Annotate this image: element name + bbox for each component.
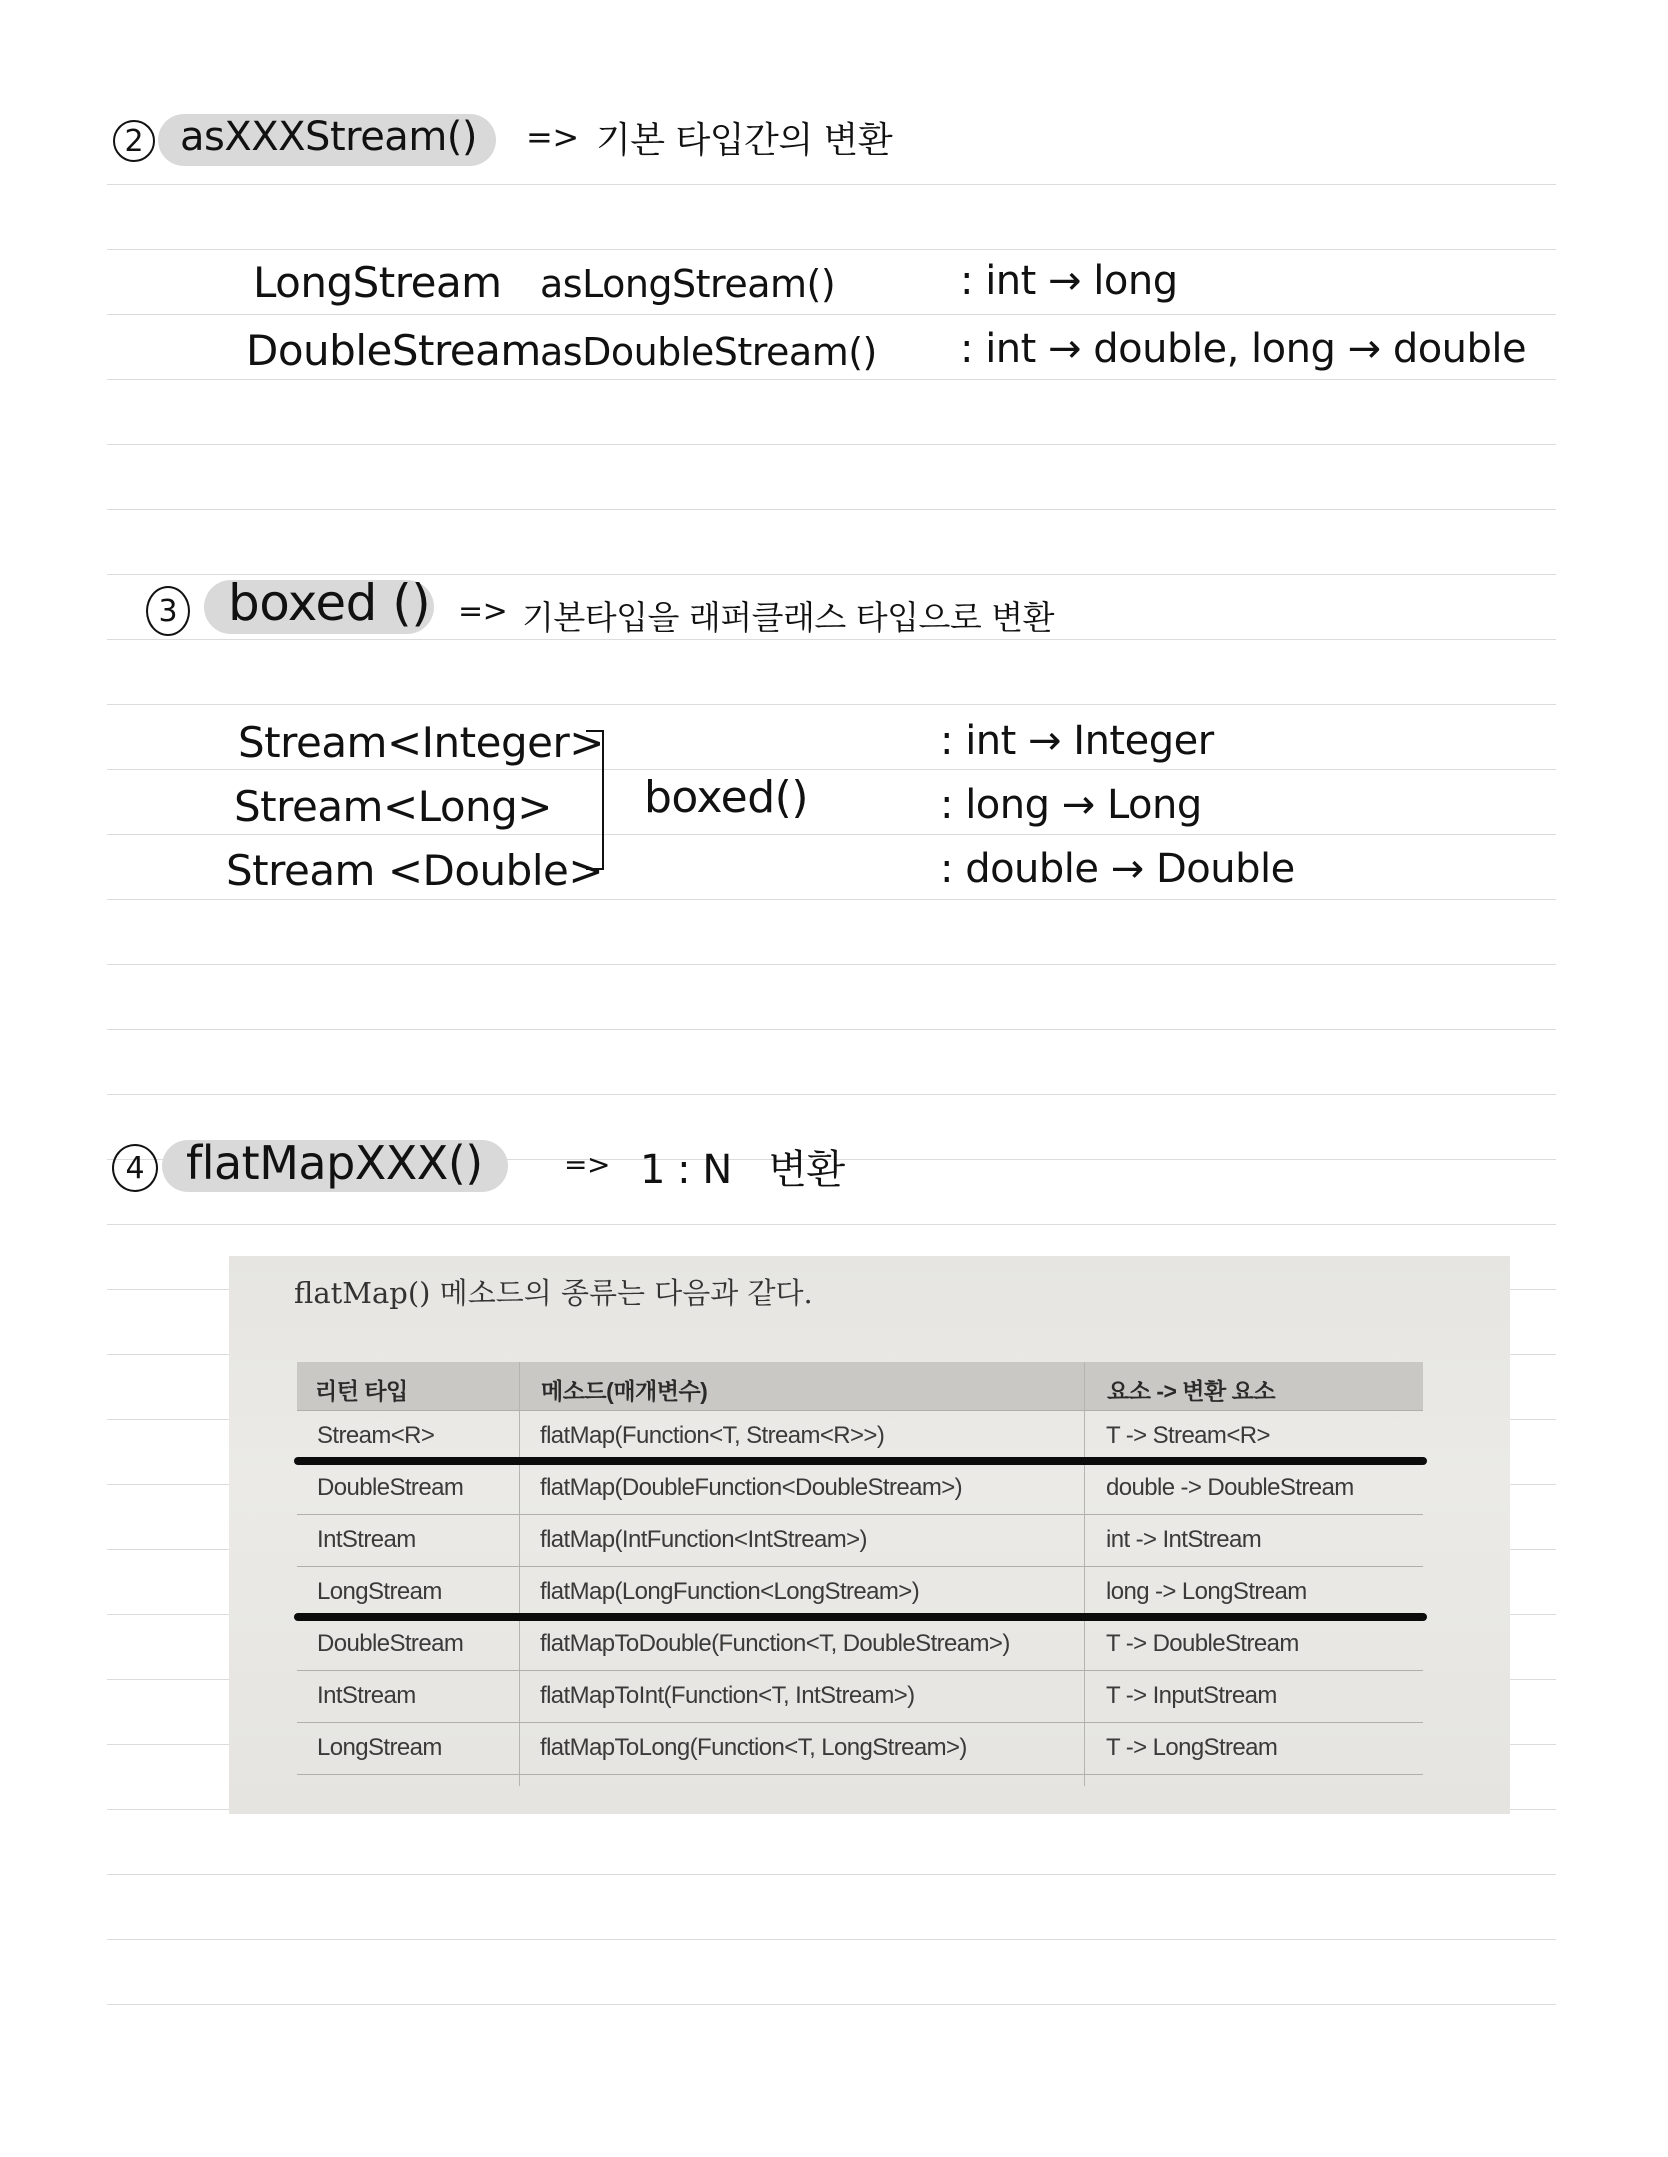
row-conversion: : int → double, long → double bbox=[960, 326, 1527, 372]
boxed-type: Stream <Double> bbox=[226, 846, 604, 895]
table-cell-method: flatMapToInt(Function<T, IntStream>) bbox=[540, 1682, 915, 1709]
boxed-type: Stream<Integer> bbox=[238, 718, 604, 767]
ruled-line bbox=[107, 1874, 1556, 1875]
table-row-divider bbox=[297, 1410, 1423, 1411]
ruled-line bbox=[107, 1029, 1556, 1030]
table-cell-method: flatMapToLong(Function<T, LongStream>) bbox=[540, 1734, 967, 1761]
marker-underline bbox=[294, 1613, 1427, 1621]
ruled-line bbox=[107, 769, 1556, 770]
row-type: LongStream bbox=[253, 258, 502, 307]
boxed-conversion: : double → Double bbox=[940, 846, 1295, 892]
bracket bbox=[586, 730, 604, 870]
section-description: 1 : N 변환 bbox=[640, 1147, 845, 1193]
row-conversion: : int → long bbox=[960, 258, 1178, 304]
arrow: => bbox=[526, 118, 579, 156]
section-number: 2 bbox=[113, 120, 155, 162]
table-cell-conversion: T -> Stream<R> bbox=[1106, 1422, 1270, 1449]
boxed-type: Stream<Long> bbox=[234, 782, 552, 831]
table-header-conversion: 요소 -> 변환 요소 bbox=[1107, 1378, 1276, 1404]
ruled-line bbox=[107, 509, 1556, 510]
table-cell-method: flatMap(Function<T, Stream<R>>) bbox=[540, 1422, 885, 1449]
table-row-divider bbox=[297, 1670, 1423, 1671]
table-cell-return-type: Stream<R> bbox=[317, 1422, 435, 1449]
ruled-line bbox=[107, 184, 1556, 185]
section-number: 4 bbox=[112, 1144, 158, 1192]
table-row-divider bbox=[297, 1514, 1423, 1515]
ruled-line bbox=[107, 444, 1556, 445]
ruled-line bbox=[107, 834, 1556, 835]
photo-caption: flatMap() 메소드의 종류는 다음과 같다. bbox=[294, 1276, 813, 1310]
section-description: 기본 타입간의 변환 bbox=[596, 120, 893, 161]
table-cell-method: flatMap(IntFunction<IntStream>) bbox=[540, 1526, 867, 1553]
table-cell-method: flatMap(LongFunction<LongStream>) bbox=[540, 1578, 920, 1605]
ruled-line bbox=[107, 704, 1556, 705]
table-cell-conversion: int -> IntStream bbox=[1106, 1526, 1262, 1553]
table-row-divider bbox=[297, 1566, 1423, 1567]
section-number: 3 bbox=[146, 586, 190, 636]
ruled-line bbox=[107, 964, 1556, 965]
section-method: boxed () bbox=[228, 574, 431, 632]
table-row-divider bbox=[297, 1722, 1423, 1723]
ruled-line bbox=[107, 379, 1556, 380]
table-cell-return-type: LongStream bbox=[317, 1734, 442, 1761]
boxed-conversion: : long → Long bbox=[940, 782, 1202, 828]
ruled-line bbox=[107, 2004, 1556, 2005]
section-method: flatMapXXX() bbox=[186, 1136, 483, 1190]
table-cell-conversion: T -> LongStream bbox=[1106, 1734, 1278, 1761]
row-type: DoubleStream bbox=[246, 326, 541, 375]
arrow: => bbox=[564, 1148, 610, 1181]
ruled-line bbox=[107, 639, 1556, 640]
table-cell-conversion: T -> DoubleStream bbox=[1106, 1630, 1299, 1657]
table-cell-method: flatMap(DoubleFunction<DoubleStream>) bbox=[540, 1474, 963, 1501]
ruled-line bbox=[107, 1224, 1556, 1225]
table-cell-conversion: long -> LongStream bbox=[1106, 1578, 1307, 1605]
table-header-method: 메소드(매개변수) bbox=[541, 1378, 708, 1404]
marker-underline bbox=[294, 1457, 1427, 1465]
ruled-line bbox=[107, 249, 1556, 250]
table-cell-return-type: DoubleStream bbox=[317, 1474, 464, 1501]
table-row-divider bbox=[297, 1774, 1423, 1775]
arrow: => bbox=[458, 594, 508, 629]
table-cell-conversion: T -> InputStream bbox=[1106, 1682, 1277, 1709]
ruled-line bbox=[107, 899, 1556, 900]
row-method: asLongStream() bbox=[540, 262, 836, 306]
table-cell-return-type: LongStream bbox=[317, 1578, 442, 1605]
ruled-line bbox=[107, 1939, 1556, 1940]
row-method: asDoubleStream() bbox=[540, 330, 877, 374]
bracket-label: boxed() bbox=[644, 772, 809, 823]
boxed-conversion: : int → Integer bbox=[940, 718, 1214, 764]
textbook-photo bbox=[229, 1256, 1510, 1814]
table-cell-conversion: double -> DoubleStream bbox=[1106, 1474, 1354, 1501]
table-cell-method: flatMapToDouble(Function<T, DoubleStream>) bbox=[540, 1630, 1010, 1657]
table-cell-return-type: IntStream bbox=[317, 1526, 416, 1553]
section-method: asXXXStream() bbox=[180, 114, 477, 160]
ruled-line bbox=[107, 1094, 1556, 1095]
table-cell-return-type: IntStream bbox=[317, 1682, 416, 1709]
table-header-return-type: 리턴 타입 bbox=[315, 1378, 408, 1404]
table-cell-return-type: DoubleStream bbox=[317, 1630, 464, 1657]
section-description: 기본타입을 래퍼클래스 타입으로 변환 bbox=[522, 598, 1055, 637]
ruled-line bbox=[107, 314, 1556, 315]
